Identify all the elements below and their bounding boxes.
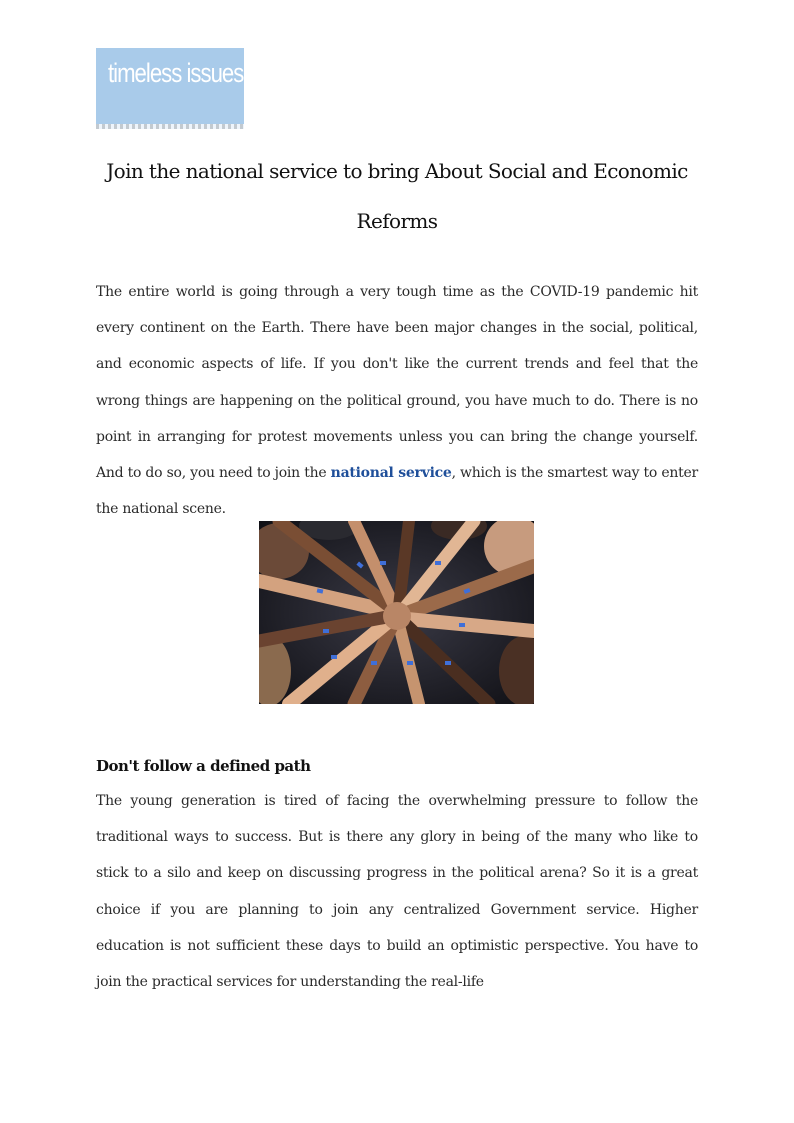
- section-paragraph: The young generation is tired of facing the overwhelming pressure to follow the traditional ways to success. But is there any glory in being of the many who like to stick to a silo and keep on discussing progress in the political arena? So it is a great choice if you are planning to join any centralized Government service. Higher education is not sufficient these days to build an optimistic perspective. You have to join the practical services for understanding the real-life: [96, 793, 698, 991]
- hands-together-photo: [259, 521, 534, 704]
- section-heading: Don't follow a defined path: [96, 757, 311, 775]
- site-logo[interactable]: [96, 48, 244, 129]
- logo-underline-strip: [96, 124, 244, 129]
- intro-paragraph: [96, 274, 698, 527]
- intro-text-after-link: , which is the smartest way to enter the national scene.: [96, 465, 698, 518]
- page-title: Join the national service to bring About Social and Economic Reforms: [106, 159, 688, 233]
- logo-text: timeless issues: [108, 58, 244, 88]
- national-service-link[interactable]: national service: [330, 465, 452, 482]
- intro-text-before-link: The entire world is going through a very tough time as the COVID-19 pandemic hit every continent on the Earth. There have been major changes in the social, political, and economic aspects of life. If you don't like the current trends and feel that the wrong things are happening on the political ground, you have much to do. There is no point in arranging for protest movements unless you can bring the change yourself. And to do so, you need to join the: [96, 284, 698, 482]
